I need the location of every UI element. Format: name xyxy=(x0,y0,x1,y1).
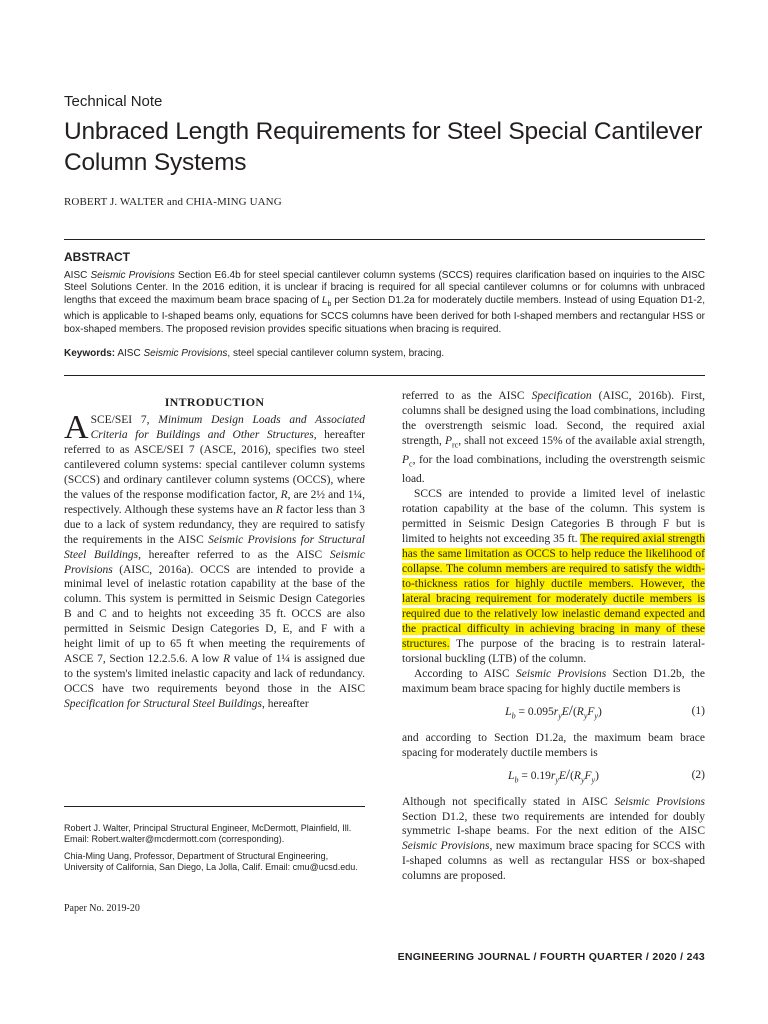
equation-2 xyxy=(402,768,705,788)
footnote-author-1: Robert J. Walter, Principal Structural Engineer, McDermott, Plainfield, Ill. Email: Robert.walter@mcdermott.com (corresponding). xyxy=(64,823,352,844)
abstract-text: AISC Seismic Provisions Section E6.4b for steel special cantilever column systems (SCCS) requires clarification based on inquiries to the AISC Steel Solutions Center. In the 2016 edition, it is unclear if bracing is required for all special cantilever columns or for columns with unbraced lengths that exceed the maximum beam brace spacing of $L_b$ per Section D1.2a for moderately ductile members. Instead of using Equation D1-2, which is applicable to I-shaped beams only, equations for SCCS columns have been derived for both I-shaped members and rectangular HSS or box-shaped members. The proposed revision provides specific situations when bracing is required. xyxy=(64,270,706,335)
section-label: Technical Note xyxy=(64,93,163,110)
intro-paragraph-5: and according to Section D1.2a, the maximum beam brace spacing for moderately ductile members is xyxy=(402,731,705,759)
footnote-rule xyxy=(64,806,365,807)
abstract-top-rule xyxy=(64,239,705,240)
highlighted-text: The required axial strength has the same limitation as OCCS to help reduce the likelihood of collapse. The column members are required to satisfy the width-to-thickness ratios for highly ductile members. However, the lateral bracing requirement for moderately ductile members is required due to the relatively low inelastic demand expected and the practical difficulty in achieving bracing in many of these structures. xyxy=(402,533,705,650)
keywords-line: Keywords: AISC Seismic Provisions, steel special cantilever column system, bracing. xyxy=(64,348,445,359)
equation-1 xyxy=(402,704,705,724)
intro-paragraph-2: referred to as the AISC Specification (AISC, 2016b). First, columns shall be designed using the load combinations, including the overstrength seismic load. Second, the required axial strength, $P_{rc}$, shall not exceed 15% of the available axial strength, $P_c$, for the load combinations, including the overstrength seismic load. xyxy=(402,390,706,486)
right-column xyxy=(402,389,705,884)
keywords-label: Keywords: xyxy=(64,348,116,359)
left-column xyxy=(64,409,366,712)
abstract-heading: ABSTRACT xyxy=(64,250,130,264)
equation-1-formula: $L_b = 0.095r_yE/(R_yF_y)$ xyxy=(505,702,602,720)
equation-1-number: (1) xyxy=(691,704,705,717)
article-title: Unbraced Length Requirements for Steel Special Cantilever Column Systems xyxy=(64,118,703,176)
equation-2-number: (2) xyxy=(691,768,705,781)
intro-paragraph-3: SCCS are intended to provide a limited level of inelastic rotation capability at the base of the column. This system is permitted in Seismic Design Categories B through F but is limited to heights not exceeding 35 ft. The required axial strength has the same limitation as OCCS to help reduce the likelihood of collapse. The column members are required to satisfy the width-to-thickness ratios for highly ductile members. However, the lateral bracing requirement for moderately ductile members is required due to the relatively low inelastic demand expected and the practical difficulty in achieving bracing in many of these structures. The purpose of the bracing is to restrain lateral-torsional buckling (LTB) of the column. xyxy=(402,488,705,665)
section-heading-introduction: INTRODUCTION xyxy=(164,395,265,409)
intro-paragraph-6: Although not specifically stated in AISC Seismic Provisions Section D1.2, these two requirements are intended for doubly symmetric I-shape beams. For the next edition of the AISC Seismic Provisions, new maximum brace spacing for SCCS with I-shaped columns as well as rectangular HSS or box-shaped columns are proposed. xyxy=(402,795,705,883)
intro-paragraph-4: According to AISC Seismic Provisions Section D1.2b, the maximum beam brace spacing for highly ductile members is xyxy=(402,667,705,695)
paper-number: Paper No. 2019-20 xyxy=(64,903,140,914)
intro-paragraph-1: ASCE/SEI 7, Minimum Design Loads and Associated Criteria for Buildings and Other Structures, hereafter referred to as ASCE/SEI 7 (ASCE, 2016), specifies two steel cantilevered column systems: special cantilever column systems (SCCS) and ordinary cantilever column systems (OCCS), where the values of the response modification factor, R, are 2½ and 1¼, respectively. Although these systems have an R factor less than 3 due to a lack of system redundancy, they are required to satisfy the requirements in the AISC Seismic Provisions for Structural Steel Buildings, hereafter referred to as the AISC Seismic Provisions (AISC, 2016a). OCCS are intended to provide a minimal level of inelastic rotation capability at the base of the column. This system is permitted in Seismic Design Categories B and C and to heights not exceeding 35 ft. OCCS are also permitted in Seismic Design Categories D, E, and F with a height limit of up to 65 ft when meeting the requirements of ASCE 7, Section 12.2.5.6. A low R value of 1¼ is assigned due to the system's limited inelastic capacity and lack of redundancy. OCCS have two requirements beyond those in the AISC Specification for Structural Steel Buildings, hereafter xyxy=(64,409,366,711)
drop-cap: A xyxy=(64,409,89,446)
author-line: ROBERT J. WALTER and CHIA-MING UANG xyxy=(64,196,282,208)
equation-2-formula: $L_b = 0.19r_yE/(R_yF_y)$ xyxy=(508,766,599,784)
page-footer: ENGINEERING JOURNAL / FOURTH QUARTER / 2020 / 243 xyxy=(397,951,705,963)
abstract-bottom-rule xyxy=(64,375,705,376)
footnote-author-2: Chia-Ming Uang, Professor, Department of Structural Engineering, University of California, San Diego, La Jolla, Calif. Email: cmu@ucsd.edu. xyxy=(64,851,358,872)
